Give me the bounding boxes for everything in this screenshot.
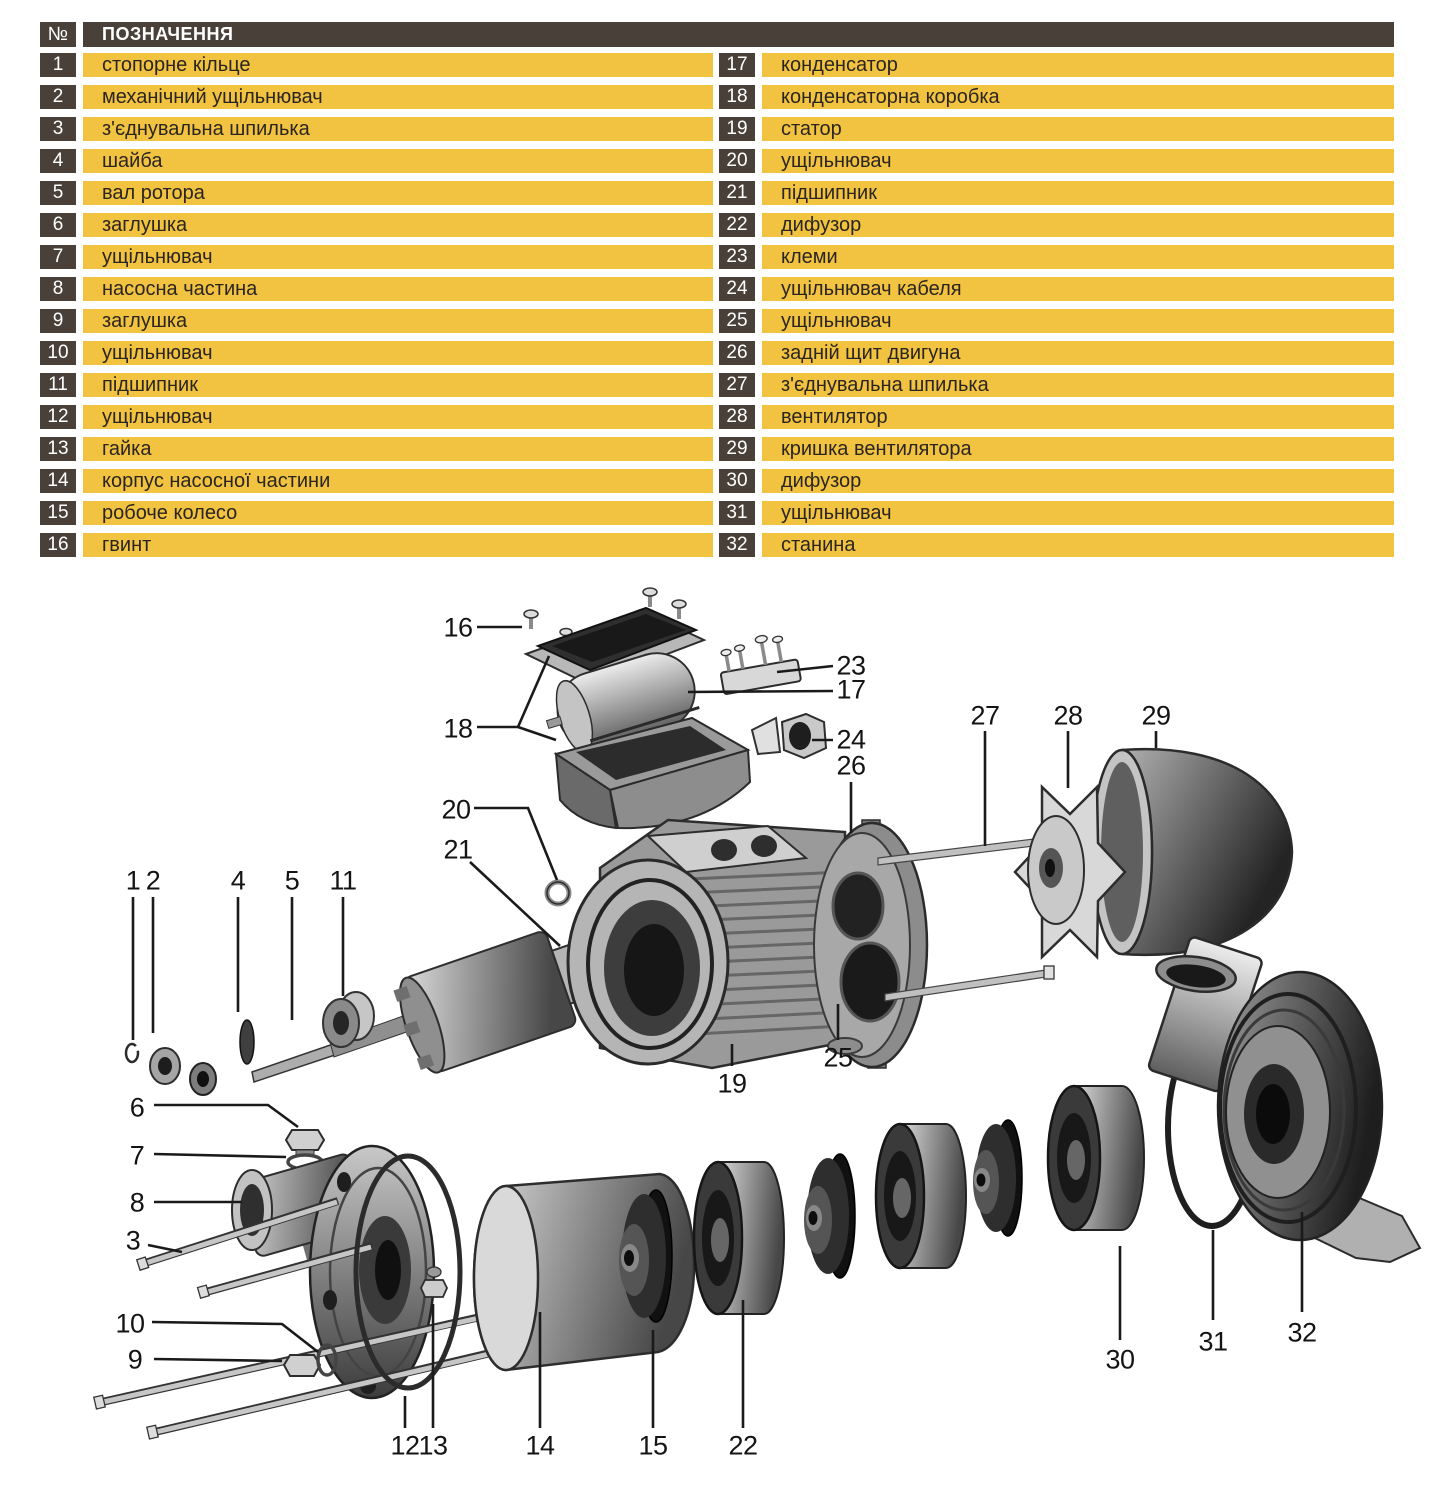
part-label: ущільнювач: [762, 309, 1394, 333]
callout-23: 23: [836, 650, 866, 681]
callout-22: 22: [728, 1430, 758, 1461]
callout-31: 31: [1198, 1326, 1228, 1357]
part-label: ущільнювач: [762, 501, 1394, 525]
part-label: станина: [762, 533, 1394, 557]
part-number: 30: [719, 469, 755, 493]
part-label: ущільнювач кабеля: [762, 277, 1394, 301]
part-number: 21: [719, 181, 755, 205]
callout-4: 4: [230, 865, 246, 896]
terminal-block: [715, 630, 801, 694]
part-number: 11: [40, 373, 76, 397]
callout-15: 15: [638, 1430, 668, 1461]
callout-8: 8: [129, 1187, 145, 1218]
part-label: ущільнювач: [83, 341, 713, 365]
diffuser-1: [694, 1162, 784, 1314]
part-label: ущільнювач: [83, 245, 713, 269]
part-number: 15: [40, 501, 76, 525]
part-number: 17: [719, 53, 755, 77]
circlip: [126, 1044, 138, 1062]
part-number: 31: [719, 501, 755, 525]
part-label: насосна частина: [83, 277, 713, 301]
callout-14: 14: [525, 1430, 555, 1461]
part-number: 25: [719, 309, 755, 333]
mechanical-seal: [150, 1048, 216, 1095]
part-label: кришка вентилятора: [762, 437, 1394, 461]
part-label: вал ротора: [83, 181, 713, 205]
callout-17: 17: [836, 674, 866, 705]
callout-2: 2: [145, 865, 161, 896]
fan-cover: [1092, 749, 1292, 955]
o-ring-20: [547, 882, 569, 904]
part-label: статор: [762, 117, 1394, 141]
washer: [240, 1020, 254, 1064]
callout-27: 27: [970, 700, 1000, 731]
part-number: 5: [40, 181, 76, 205]
part-label: ущільнювач: [83, 405, 713, 429]
part-number: 14: [40, 469, 76, 493]
part-label: конденсаторна коробка: [762, 85, 1394, 109]
part-number: 7: [40, 245, 76, 269]
part-label: шайба: [83, 149, 713, 173]
part-label: робоче колесо: [83, 501, 713, 525]
part-label: заглушка: [83, 309, 713, 333]
part-label: клеми: [762, 245, 1394, 269]
callout-30: 30: [1105, 1344, 1135, 1375]
callout-12: 12: [390, 1430, 420, 1461]
part-label: конденсатор: [762, 53, 1394, 77]
part-number: 20: [719, 149, 755, 173]
part-number: 10: [40, 341, 76, 365]
header-number-cell: №: [40, 22, 76, 47]
callout-32: 32: [1287, 1317, 1317, 1348]
part-number: 1: [40, 53, 76, 77]
impeller-2: [804, 1154, 855, 1278]
callout-26: 26: [836, 750, 866, 781]
part-label: механічний ущільнювач: [83, 85, 713, 109]
callout-5: 5: [284, 865, 300, 896]
part-label: з'єднувальна шпилька: [762, 373, 1394, 397]
part-label: дифузор: [762, 213, 1394, 237]
part-label: задній щит двигуна: [762, 341, 1394, 365]
callout-28: 28: [1053, 700, 1083, 731]
part-number: 28: [719, 405, 755, 429]
callout-16: 16: [443, 612, 473, 643]
part-label: дифузор: [762, 469, 1394, 493]
part-number: 12: [40, 405, 76, 429]
part-number: 26: [719, 341, 755, 365]
callout-9: 9: [127, 1344, 143, 1375]
part-number: 9: [40, 309, 76, 333]
diffuser-2: [876, 1124, 966, 1268]
callout-20: 20: [441, 794, 471, 825]
plug-top: [286, 1130, 324, 1156]
part-label: ущільнювач: [762, 149, 1394, 173]
part-number: 24: [719, 277, 755, 301]
callout-7: 7: [129, 1140, 145, 1171]
part-number: 18: [719, 85, 755, 109]
part-label: вентилятор: [762, 405, 1394, 429]
part-label: заглушка: [83, 213, 713, 237]
part-number: 29: [719, 437, 755, 461]
part-label: стопорне кільце: [83, 53, 713, 77]
part-label: гайка: [83, 437, 713, 461]
part-number: 27: [719, 373, 755, 397]
callout-1: 1: [125, 865, 141, 896]
part-number: 4: [40, 149, 76, 173]
callout-10: 10: [115, 1308, 145, 1339]
callout-19: 19: [717, 1068, 747, 1099]
callout-11: 11: [329, 865, 357, 896]
part-number: 23: [719, 245, 755, 269]
callout-25: 25: [823, 1042, 853, 1073]
callout-6: 6: [129, 1092, 145, 1123]
shield-seal: [828, 1038, 862, 1054]
callout-29: 29: [1141, 700, 1171, 731]
part-number: 16: [40, 533, 76, 557]
callout-3: 3: [125, 1225, 141, 1256]
part-number: 32: [719, 533, 755, 557]
cable-gland: [752, 714, 826, 758]
plug-bottom: [284, 1355, 320, 1376]
callout-13: 13: [418, 1430, 448, 1461]
header-designation-cell: ПОЗНАЧЕННЯ: [83, 22, 1394, 47]
part-number: 2: [40, 85, 76, 109]
part-number: 19: [719, 117, 755, 141]
part-label: з'єднувальна шпилька: [83, 117, 713, 141]
part-number: 22: [719, 213, 755, 237]
part-label: підшипник: [83, 373, 713, 397]
diffuser-3: [1048, 1086, 1144, 1230]
part-label: підшипник: [762, 181, 1394, 205]
part-number: 13: [40, 437, 76, 461]
part-number: 8: [40, 277, 76, 301]
callout-18: 18: [443, 713, 473, 744]
callout-24: 24: [836, 724, 866, 755]
part-number: 3: [40, 117, 76, 141]
callout-21: 21: [443, 834, 473, 865]
part-label: корпус насосної частини: [83, 469, 713, 493]
impeller-3: [973, 1120, 1022, 1236]
part-number: 6: [40, 213, 76, 237]
motor-stator: [568, 820, 845, 1068]
part-label: гвинт: [83, 533, 713, 557]
